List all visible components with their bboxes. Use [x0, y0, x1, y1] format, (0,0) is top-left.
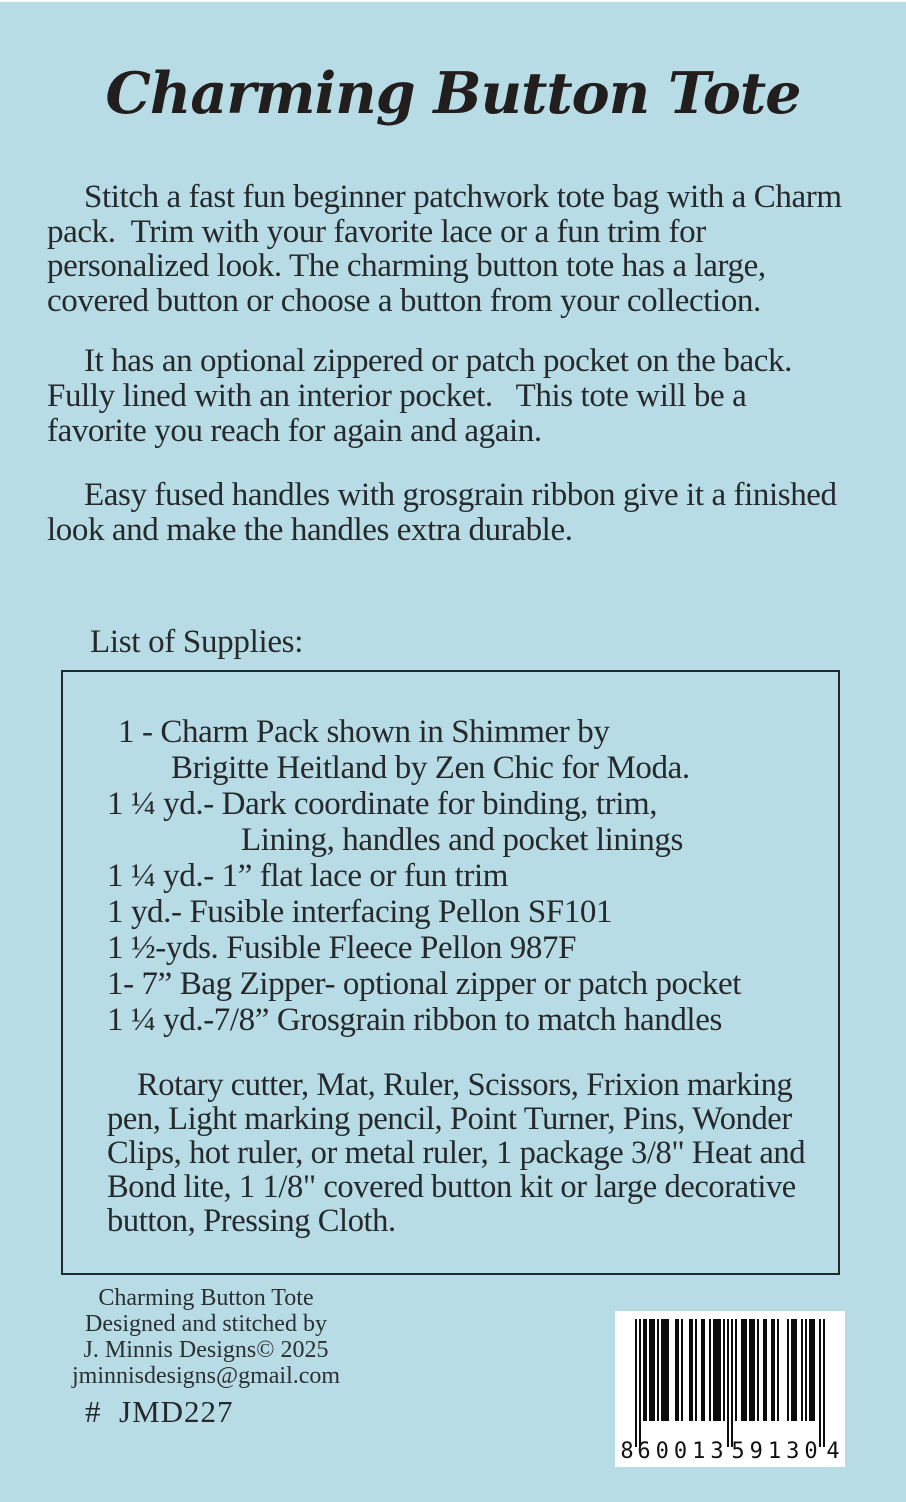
credit-line: Designed and stitched by — [85, 1311, 327, 1337]
supplies-box — [61, 670, 840, 1275]
credit-line: jminnisdesigns@gmail.com — [72, 1363, 341, 1389]
supply-line: Brigitte Heitland by Zen Chic for Moda. — [171, 750, 690, 786]
supply-line: 1 yd.- Fusible interfacing Pellon SF101 — [107, 894, 613, 930]
barcode-bars — [635, 1319, 825, 1449]
supply-line: 1 ¼ yd.- Dark coordinate for binding, trim, — [107, 786, 658, 822]
description-text — [47, 179, 850, 573]
barcode-digit-group-2: 59130 — [731, 1439, 823, 1464]
supply-line: 1 ½-yds. Fusible Fleece Pellon 987F — [107, 930, 577, 966]
credit-line: Charming Button Tote — [98, 1285, 314, 1311]
supply-line: Lining, handles and pocket linings — [241, 822, 683, 858]
supply-line: 1- 7” Bag Zipper- optional zipper or patch pocket — [107, 966, 742, 1002]
barcode-digit-group-1: 60013 — [637, 1439, 729, 1464]
supply-line: 1 - Charm Pack shown in Shimmer by — [118, 714, 610, 750]
barcode-digit-right: 4 — [826, 1439, 840, 1464]
supplies-list — [107, 714, 816, 1038]
page-title: Charming Button Tote — [105, 60, 801, 127]
pattern-item-number: # JMD227 — [85, 1394, 234, 1429]
supply-line: 1 ¼ yd.- 1” flat lace or fun trim — [107, 858, 508, 894]
description-paragraph: Stitch a fast fun beginner patchwork tote bag with a Charm pack. Trim with your favorite lace or a fun trim for personalized look. The charming button tote has a large, covered button or choose a button from your collection. — [47, 179, 850, 319]
description-paragraph: Easy fused handles with grosgrain ribbon give it a finished look and make the handles extra durable. — [47, 477, 845, 548]
credit-lines — [72, 1285, 340, 1389]
supplies-heading: List of Supplies: — [90, 624, 304, 660]
supply-line: 1 ¼ yd.-7/8” Grosgrain ribbon to match handles — [107, 1002, 722, 1038]
description-paragraphs — [47, 179, 850, 548]
barcode-digit-left: 8 — [620, 1439, 634, 1464]
barcode — [615, 1311, 845, 1467]
tools-note: Rotary cutter, Mat, Ruler, Scissors, Frixion marking pen, Light marking pencil, Point Turner, Pins, Wonder Clips, hot ruler, or metal ruler, 1 package 3/8" Heat and Bond lite, 1 1/8" covered button kit or large decorative button, Pressing Cloth. — [107, 1067, 813, 1239]
credit-line: J. Minnis Designs© 2025 — [83, 1337, 329, 1363]
designer-credits — [72, 1285, 340, 1389]
barcode-digits — [615, 1440, 845, 1464]
description-paragraph: It has an optional zippered or patch pocket on the back. Fully lined with an interior pocket. This tote will be a favorite you reach for again and again. — [47, 343, 808, 449]
